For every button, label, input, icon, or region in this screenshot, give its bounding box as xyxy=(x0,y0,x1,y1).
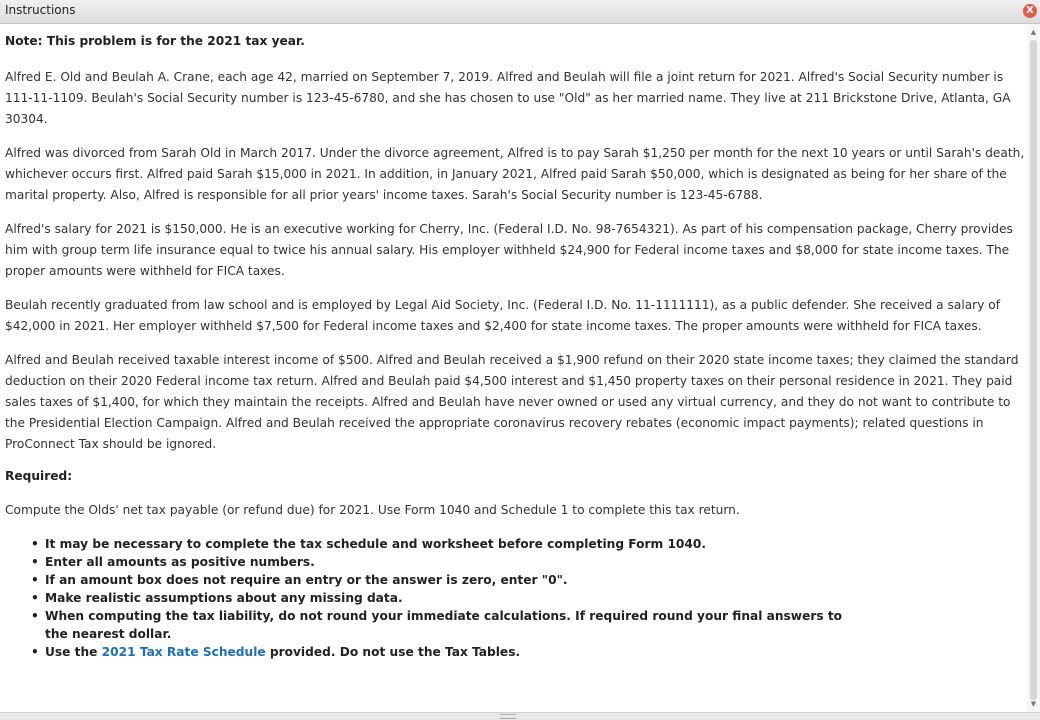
instruction-list xyxy=(5,535,1027,661)
list-item: • It may be necessary to complete the tax schedule and worksheet before completing Form 1040. xyxy=(45,535,1027,553)
paragraph-5: Alfred and Beulah received taxable interest income of $500. Alfred and Beulah received a $1,900 refund on their 2020 state income taxes; they claimed the standard deduction on their 2020 Federal income tax return. Alfred and Beulah paid $4,500 interest and $1,450 property taxes on their personal residence in 2021. They paid sales taxes of $1,400, for which they maintain the receipts. Alfred and Beulah have never owned or used any virtual currency, and they do not want to contribute to the Presidential Election Campaign. Alfred and Beulah received the appropriate coronavirus recovery rebates (economic impact payments); related questions in ProConnect Tax should be ignored. xyxy=(5,353,1019,451)
vertical-scrollbar[interactable] xyxy=(1027,24,1040,712)
paragraph-3: Alfred's salary for 2021 is $150,000. He is an executive working for Cherry, Inc. (Federal I.D. No. 98-7654321). As part of his compensation package, Cherry provides him with group term life insurance equal to twice his annual salary. His employer withheld $24,900 for Federal income taxes and $8,000 for state income taxes. The proper amounts were withheld for FICA taxes. xyxy=(5,222,1013,278)
scroll-up-icon[interactable]: ▲ xyxy=(1030,28,1037,36)
list-item: • If an amount box does not require an entry or the answer is zero, enter "0". xyxy=(45,571,1027,589)
list-item-suffix: provided. Do not use the Tax Tables. xyxy=(265,645,521,659)
instructions-content xyxy=(5,24,1027,712)
list-item-prefix: Use the xyxy=(45,645,102,659)
scroll-down-icon[interactable]: ▼ xyxy=(1030,700,1037,708)
paragraph-2: Alfred was divorced from Sarah Old in March 2017. Under the divorce agreement, Alfred is to pay Sarah $1,250 per month for the next 10 years or until Sarah's death, whichever occurs first. Alfred paid Sarah $15,000 in 2021. In addition, in January 2021, Alfred paid Sarah $50,000, which is designated as being for her share of the marital property. Also, Alfred is responsible for all prior years' income taxes. Sarah's Social Security number is 123-45-6788. xyxy=(5,146,1025,202)
note-text: Note: This problem is for the 2021 tax year. xyxy=(5,34,305,48)
close-icon[interactable]: X xyxy=(1023,4,1037,18)
list-item: • When computing the tax liability, do not round your immediate calculations. If required round your final answers to the nearest dollar. xyxy=(45,607,1027,643)
dialog-title-bar xyxy=(0,0,1040,24)
required-text: Compute the Olds' net tax payable (or refund due) for 2021. Use Form 1040 and Schedule 1 to complete this tax return. xyxy=(5,503,740,517)
resize-bar xyxy=(0,712,1040,720)
required-heading: Required: xyxy=(5,469,73,483)
list-item: • Make realistic assumptions about any missing data. xyxy=(45,589,1027,607)
paragraph-1: Alfred E. Old and Beulah A. Crane, each age 42, married on September 7, 2019. Alfred and Beulah will file a joint return for 2021. Alfred's Social Security number is 111-11-1109. Beulah's Social Security number is 123-45-6780, and she has chosen to use "Old" as her married name. They live at 211 Brickstone Drive, Atlanta, GA 30304. xyxy=(5,70,1011,126)
paragraph-4: Beulah recently graduated from law school and is employed by Legal Aid Society, Inc. (Federal I.D. No. 11-1111111), as a public defender. She received a salary of $42,000 in 2021. Her employer withheld $7,500 for Federal income taxes and $2,400 for state income taxes. The proper amounts were withheld for FICA taxes. xyxy=(5,298,1001,333)
list-item xyxy=(45,643,1027,661)
tax-rate-schedule-link[interactable]: 2021 Tax Rate Schedule xyxy=(101,645,266,659)
list-item: • Enter all amounts as positive numbers. xyxy=(45,553,1027,571)
resize-grip-icon[interactable] xyxy=(500,714,516,719)
dialog-title: Instructions xyxy=(5,3,76,17)
scrollbar-thumb[interactable] xyxy=(1030,40,1037,700)
